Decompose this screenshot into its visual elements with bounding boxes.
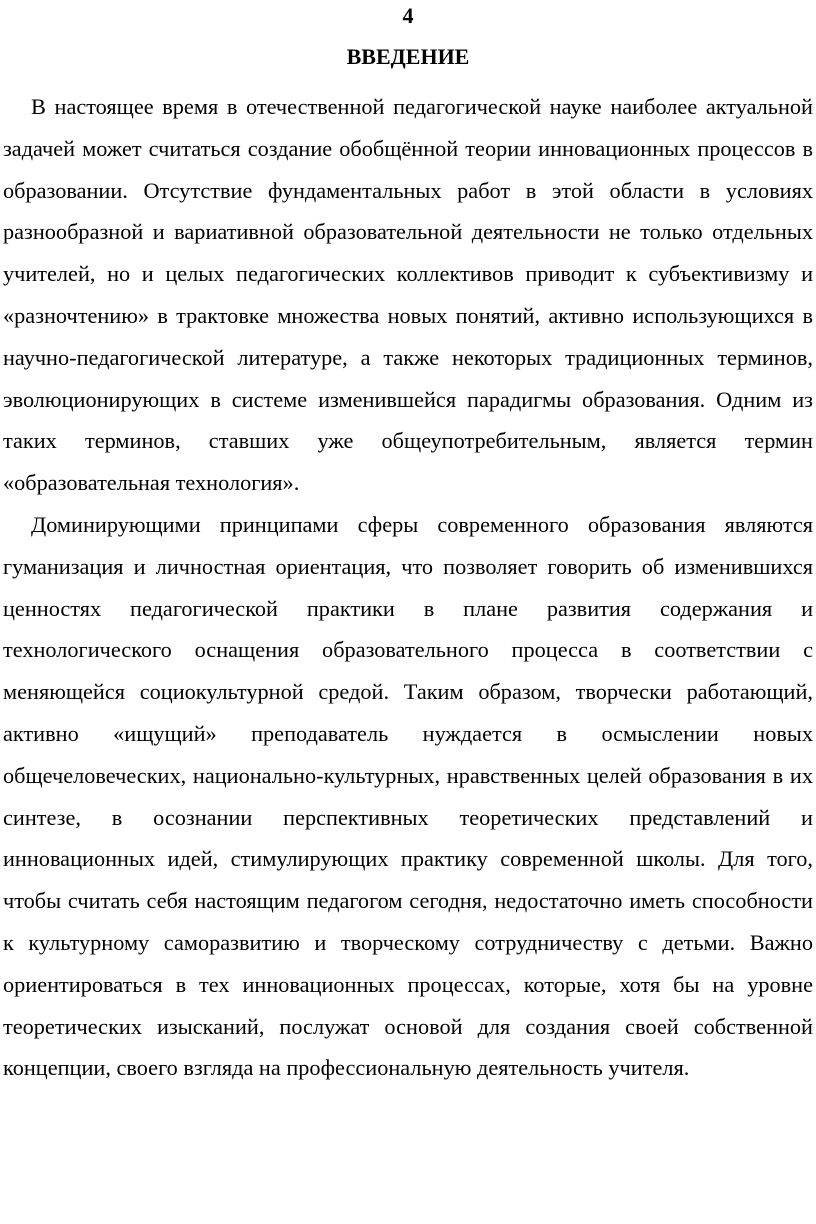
page-number: 4 xyxy=(402,3,414,28)
paragraph-1: В настоящее время в отечественной педагогической науке наиболее актуальной задачей может считаться создание обобщённой теории инновационных процессов в образовании. Отсутствие фундаментальных работ в этой области в условиях разнообразной и вариативной образовательной деятельности не только отдельных учителей, но и целых педагогических коллективов приводит к субъективизму и «разночтению» в трактовке множества новых понятий, активно использующихся в научно-педагогической литературе, а также некоторых традиционных терминов, эволюционирующих в системе изменившейся парадигмы образования. Одним из таких терминов, ставших уже общеупотребительным, является термин «образовательная технология». xyxy=(3,94,813,496)
body-text xyxy=(3,86,813,1089)
section-heading: ВВЕДЕНИЕ xyxy=(346,44,470,69)
paragraph-2: Доминирующими принципами сферы современного образования являются гуманизация и личностная ориентация, что позволяет говорить об изменившихся ценностях педагогической практики в плане развития содержания и технологического оснащения образовательного процесса в соответствии с меняющейся социокультурной средой. Таким образом, творчески работающий, активно «ищущий» преподаватель нуждается в осмыслении новых общечеловеческих, национально-культурных, нравственных целей образования в их синтезе, в осознании перспективных теоретических представлений и инновационных идей, стимулирующих практику современной школы. Для того, чтобы считать себя настоящим педагогом сегодня, недостаточно иметь способности к культурному саморазвитию и творческому сотрудничеству с детьми. Важно ориентироваться в тех инновационных процессах, которые, хотя бы на уровне теоретических изысканий, послужат основой для создания своей собственной концепции, своего взгляда на профессиональную деятельность учителя. xyxy=(3,511,813,1081)
